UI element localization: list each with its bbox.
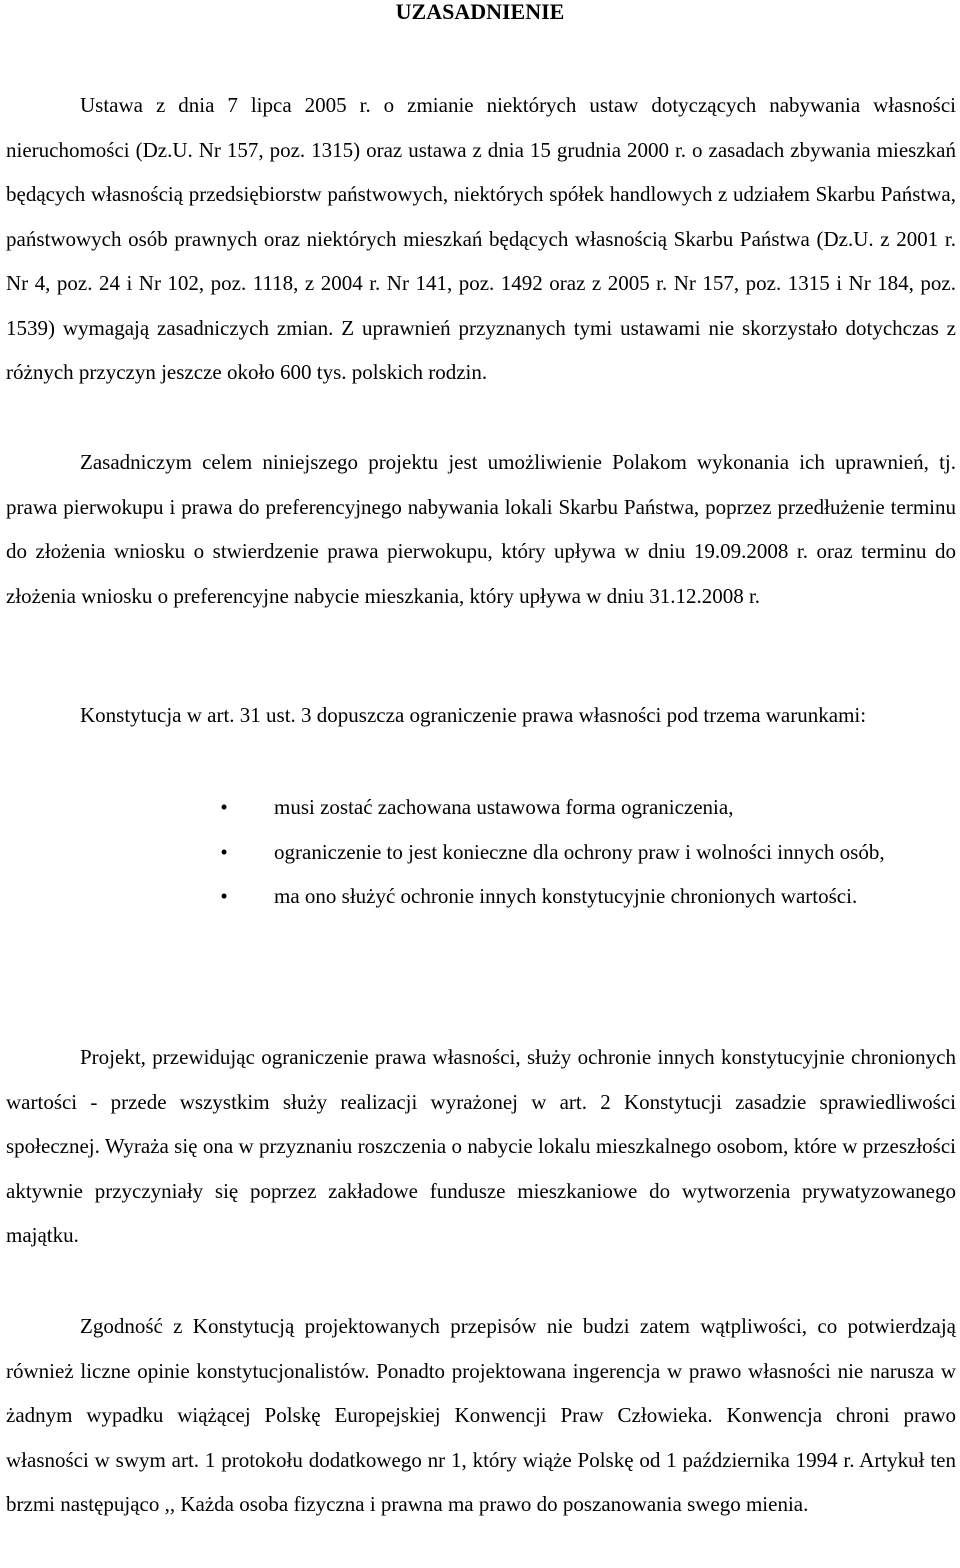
conditions-list xyxy=(0,785,960,919)
paragraph-project-goal: Zasadniczym celem niniejszego projektu jest umożliwienie Polakom wykonania ich uprawnień, tj. prawa pierwokupu i prawa do preferencyjnego nabywania lokali Skarbu Państwa, poprzez przedłużenie terminu do złożenia wniosku o stwierdzenie prawa pierwokupu, który upływa w dniu 19.09.2008 r. oraz terminu do złożenia wniosku o preferencyjne nabycie mieszkania, który upływa w dniu 31.12.2008 r. xyxy=(6,450,956,608)
list-item xyxy=(220,830,892,875)
bullet-icon: • xyxy=(220,839,228,864)
document-title: UZASADNIENIE xyxy=(395,0,565,24)
condition-text: musi zostać zachowana ustawowa forma ograniczenia, xyxy=(274,795,734,819)
list-item xyxy=(220,785,892,830)
paragraph-legal-background: Ustawa z dnia 7 lipca 2005 r. o zmianie niektórych ustaw dotyczących nabywania własności nieruchomości (Dz.U. Nr 157, poz. 1315) oraz ustawa z dnia 15 grudnia 2000 r. o zasadach zbywania mieszkań będących własnością przedsiębiorstw państwowych, niektórych spółek handlowych z udziałem Skarbu Państwa, państwowych osób prawnych oraz niektórych mieszkań będących własnością Skarbu Państwa (Dz.U. z 2001 r. Nr 4, poz. 24 i Nr 102, poz. 1118, z 2004 r. Nr 141, poz. 1492 oraz z 2005 r. Nr 157, poz. 1315 i Nr 184, poz. 1539) wymagają zasadniczych zmian. Z uprawnień przyznanych tymi ustawami nie skorzystało dotychczas z różnych przyczyn jeszcze około 600 tys. polskich rodzin. xyxy=(6,93,956,384)
paragraph-constitutional-compliance: Zgodność z Konstytucją projektowanych przepisów nie budzi zatem wątpliwości, co potwierdzają również liczne opinie konstytucjonalistów. Ponadto projektowana ingerencja w prawo własności nie narusza w żadnym wypadku wiążącej Polskę Europejskiej Konwencji Praw Człowieka. Konwencja chroni prawo własności w swym art. 1 protokołu dodatkowego nr 1, który wiąże Polskę od 1 października 1994 r. Artykuł ten brzmi następująco ,, Każda osoba fizyczna i prawna ma prawo do poszanowania swego mienia. xyxy=(6,1314,956,1516)
condition-text: ma ono służyć ochronie innych konstytucyjnie chronionych wartości. xyxy=(274,884,858,908)
paragraph-social-justice: Projekt, przewidując ograniczenie prawa własności, służy ochronie innych konstytucyjnie chronionych wartości - przede wszystkim służy realizacji wyrażonej w art. 2 Konstytucji zasadzie sprawiedliwości społecznej. Wyraża się ona w przyznaniu roszczenia o nabycie lokalu mieszkalnego osobom, które w przeszłości aktywnie przyczyniały się poprzez zakładowe fundusze mieszkaniowe do wytworzenia prywatyzowanego majątku. xyxy=(6,1045,956,1247)
paragraph-constitution-conditions: Konstytucja w art. 31 ust. 3 dopuszcza ograniczenie prawa własności pod trzema warunkami: xyxy=(80,703,867,727)
bullet-icon: • xyxy=(220,884,228,908)
condition-text: ograniczenie to jest konieczne dla ochrony praw i wolności innych osób, xyxy=(274,839,885,864)
bullet-icon: • xyxy=(220,795,228,819)
list-item xyxy=(220,874,892,919)
